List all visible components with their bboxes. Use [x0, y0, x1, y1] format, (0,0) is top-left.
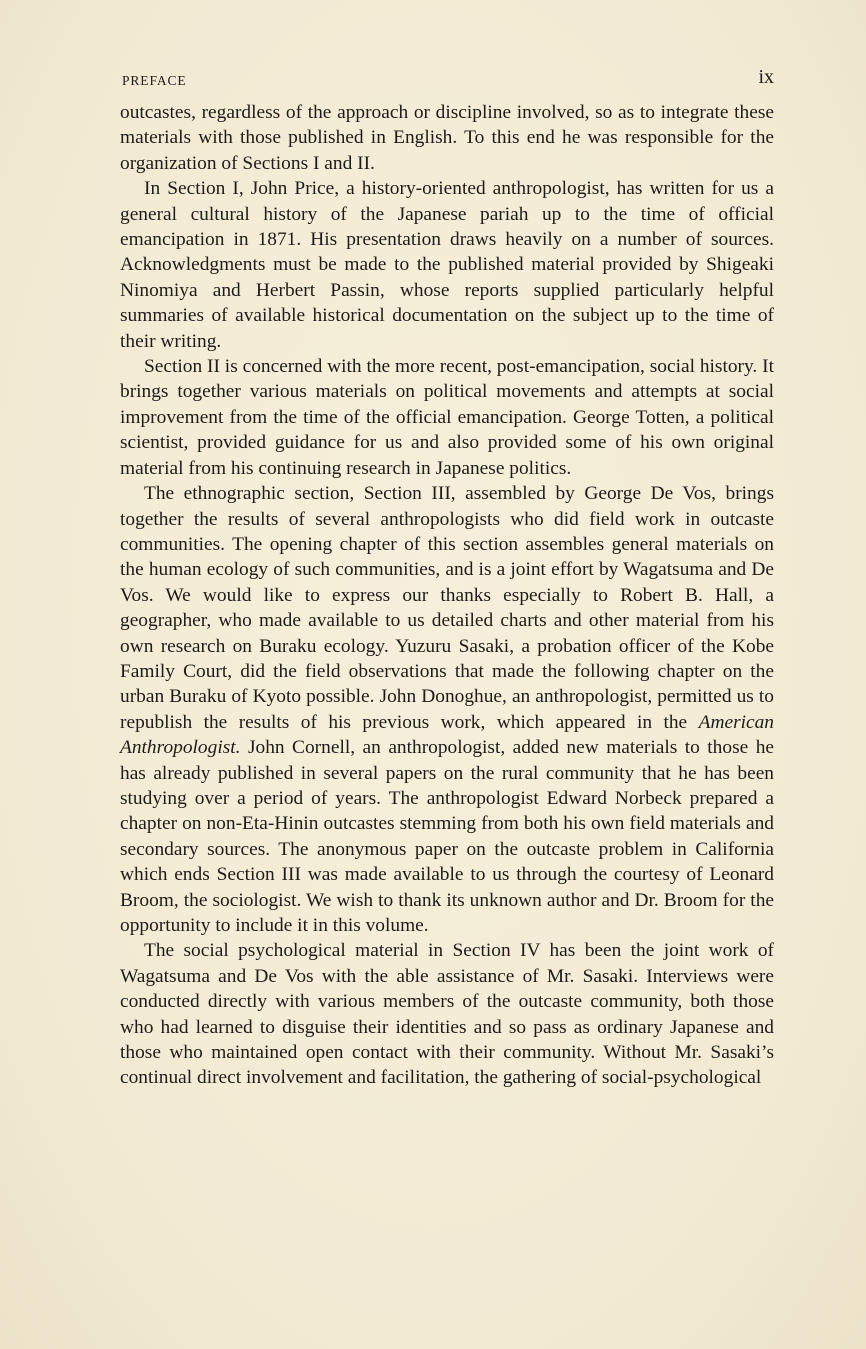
running-head [122, 66, 774, 94]
paragraph-5: The social psychological material in Section IV has been the joint work of Wagatsuma and De Vos with the able assistance of Mr. Sasaki. Interviews were conducted directly with various members of the outcaste community, both those who had learned to disguise their identities and so pass as ordinary Japanese and those who maintained open contact with their community. Without Mr. Sasaki’s continual direct involvement and facilitation, the gathering of social-psychological [120, 940, 774, 1089]
paragraph-4-text-after: John Cornell, an anthropologist, added new materials to those he has already published in several papers on the rural community that he has been studying over a period of years. The anthropologist Edward Norbeck prepared a chapter on non-Eta-Hinin outcastes stemming from both his own field materials and secondary sources. The anonymous paper on the outcaste problem in California which ends Section III was made available to us through the courtesy of Leonard Broom, the sociologist. We wish to thank its unknown author and Dr. Broom for the opportunity to include it in this volume. [120, 737, 774, 936]
paragraph-4-text-before: The ethnographic section, Section III, assembled by George De Vos, brings together the results of several anthropologists who did field work in outcaste communities. The opening chapter of this section assembles general materials on the human ecology of such communities, and is a joint effort by Wagatsuma and De Vos. We would like to express our thanks especially to Robert B. Hall, a geographer, who made available to us detailed charts and other material from his own research on Buraku ecology. Yuzuru Sasaki, a probation officer of the Kobe Family Court, did the field observations that made the following chapter on the urban Buraku of Kyoto possible. John Donoghue, an anthropologist, permitted us to republish the results of his previous work, which appeared in the [120, 483, 774, 733]
journal-title: American Anthropologist. [120, 711, 774, 759]
paragraph-1: outcastes, regardless of the approach or discipline involved, so as to integrate these materials with those published in English. To this end he was responsible for the organization of Sections I and II. [120, 102, 774, 174]
body-text [120, 100, 774, 1091]
page-number: ix [758, 66, 774, 88]
running-title: PREFACE [122, 73, 187, 88]
paragraph-3: Section II is concerned with the more recent, post-emancipation, social history. It brings together various materials on political movements and attempts at social improvement from the time of the official emancipation. George Totten, a political scientist, provided guidance for us and also provided some of his own original material from his continuing research in Japanese politics. [120, 356, 774, 479]
paragraph-2: In Section I, John Price, a history-oriented anthropologist, has written for us a general cultural history of the Japanese pariah up to the time of official emancipation in 1871. His presentation draws heavily on a number of sources. Acknowledgments must be made to the published material provided by Shigeaki Ninomiya and Herbert Passin, whose reports supplied particularly helpful summaries of available historical documentation on the subject up to the time of their writing. [120, 178, 774, 352]
paragraph-4 [120, 481, 774, 938]
